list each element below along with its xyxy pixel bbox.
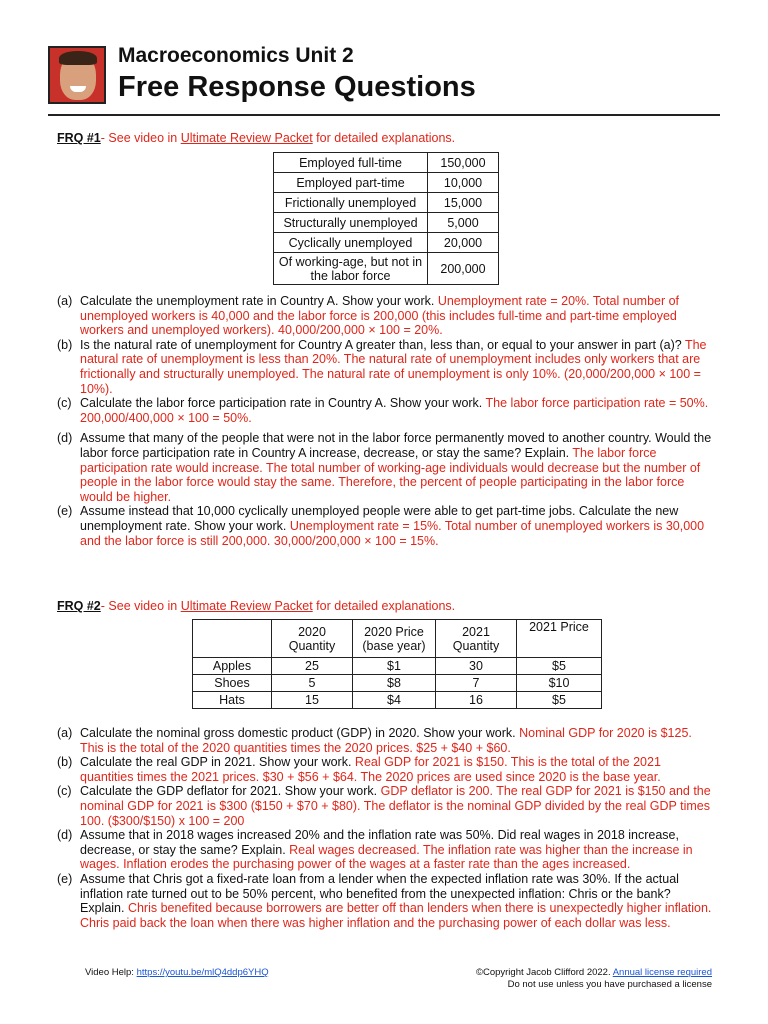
table-value-cell: 30 bbox=[436, 658, 517, 675]
table-header-cell: 2020 Quantity bbox=[272, 620, 353, 658]
table-row bbox=[274, 193, 499, 213]
answer-text: Unemployment rate = 15%. Total number of unemployed workers is 30,000 and the labor force is still 200,000. 30,000/200,000 × 100 = 15%. bbox=[80, 518, 705, 548]
answer-text: Chris benefited because borrowers are better off than lenders when there is unexpectedly higher inflation. Chris paid back the loan when there was higher inflation and the purchasing power of each dollar was less. bbox=[80, 901, 712, 930]
question-item bbox=[57, 828, 715, 872]
table-value-cell: 10,000 bbox=[428, 173, 499, 193]
table-value-cell: 5 bbox=[272, 675, 353, 692]
table-value-cell: 15,000 bbox=[428, 193, 499, 213]
frq1-labor-table bbox=[273, 152, 499, 285]
table-category-cell: Structurally unemployed bbox=[274, 213, 428, 233]
page-header bbox=[48, 44, 720, 114]
header-divider bbox=[48, 114, 720, 116]
question-text: Calculate the nominal gross domestic product (GDP) in 2020. Show your work. bbox=[80, 726, 520, 740]
question-text: Calculate the unemployment rate in Country A. Show your work. bbox=[80, 294, 438, 308]
question-text: Calculate the real GDP in 2021. Show your work. bbox=[80, 755, 355, 770]
table-row bbox=[193, 658, 602, 675]
license-link[interactable]: Annual license required bbox=[612, 967, 712, 978]
footer-copyright: ©Copyright Jacob Clifford 2022. Annual license required Do not use unless you have purchased a license bbox=[475, 967, 712, 990]
table-value-cell: 7 bbox=[436, 675, 517, 692]
question-item bbox=[57, 872, 715, 930]
table-value-cell: $4 bbox=[353, 692, 436, 709]
table-value-cell: $8 bbox=[353, 675, 436, 692]
table-value-cell: 16 bbox=[436, 692, 517, 709]
table-value-cell: 20,000 bbox=[428, 233, 499, 253]
question-item bbox=[57, 338, 715, 396]
table-header-row bbox=[193, 620, 602, 658]
frq2-label: FRQ #2 bbox=[57, 599, 101, 613]
table-value-cell: 25 bbox=[272, 658, 353, 675]
frq2-gdp-table bbox=[192, 619, 602, 709]
footer-video-help: Video Help: https://youtu.be/mlQ4ddp6YHQ bbox=[85, 967, 269, 978]
question-text: Assume that in 2018 wages increased 20% and the inflation rate was 50%. Did real wages in 2018 increase, decrease, or stay the same? Explain. bbox=[80, 828, 679, 857]
table-row bbox=[274, 233, 499, 253]
page-subtitle: Macroeconomics Unit 2 bbox=[118, 44, 354, 67]
question-item bbox=[57, 396, 715, 425]
table-row bbox=[274, 253, 499, 285]
table-value-cell: 15 bbox=[272, 692, 353, 709]
table-item-cell: Hats bbox=[193, 692, 272, 709]
question-letter: (d) bbox=[57, 431, 73, 446]
question-text: Calculate the GDP deflator for 2021. Show your work. bbox=[80, 784, 381, 799]
question-letter: (d) bbox=[57, 828, 73, 843]
table-value-cell: $5 bbox=[517, 658, 602, 675]
answer-text: Nominal GDP for 2020 is $125. This is the total of the 2020 quantities times the 2020 prices. $25 + $40 + $60. bbox=[80, 726, 692, 755]
question-text: Is the natural rate of unemployment for Country A greater than, less than, or equal to your answer in part (a)? bbox=[80, 337, 685, 352]
question-text: Assume that many of the people that were not in the labor force permanently moved to another country. Would the labor force participation rate in Country A increase, decrease, or stay the same? Explain. bbox=[80, 431, 712, 460]
question-letter: (c) bbox=[57, 784, 72, 799]
question-text: Assume instead that 10,000 cyclically unemployed people were able to get part-time jobs. Calculate the new unemployment rate. Show your work. bbox=[80, 504, 679, 533]
ultimate-review-packet-link[interactable]: Ultimate Review Packet bbox=[180, 599, 313, 613]
question-letter: (c) bbox=[57, 396, 72, 411]
license-notice: Do not use unless you have purchased a license bbox=[507, 979, 712, 990]
author-photo bbox=[48, 46, 106, 104]
question-letter: (a) bbox=[57, 726, 73, 740]
question-text: Calculate the labor force participation rate in Country A. Show your work. bbox=[80, 396, 486, 411]
table-row bbox=[274, 213, 499, 233]
video-help-link[interactable]: https://youtu.be/mlQ4ddp6YHQ bbox=[136, 967, 269, 978]
table-value-cell: 200,000 bbox=[428, 253, 499, 285]
table-header-cell: 2021 Price bbox=[517, 620, 602, 658]
question-text: Assume that Chris got a fixed-rate loan from a lender when the expected inflation rate was 30%. If the actual inflation rate turned out to be 50% percent, who benefited from the unexpected inflation: Chris or the bank? Explain. bbox=[80, 871, 679, 916]
frq2-questions bbox=[57, 726, 715, 930]
question-letter: (e) bbox=[57, 871, 73, 886]
table-value-cell: $1 bbox=[353, 658, 436, 675]
question-letter: (b) bbox=[57, 755, 73, 770]
frq1-heading: FRQ #1- See video in Ultimate Review Packet for detailed explanations. bbox=[57, 131, 456, 145]
question-item bbox=[57, 431, 715, 504]
answer-text: GDP deflator is 200. The real GDP for 2021 is $150 and the nominal GDP for 2021 is $300 ($150 + $70 + $80). The deflator is the nominal GDP divided by the real GDP times 100. ($300/$150) x 100 = 200 bbox=[80, 784, 711, 828]
question-letter: (b) bbox=[57, 337, 73, 352]
answer-text: The natural rate of unemployment is less than 20%. The natural rate of unemployment includes only workers that are frictionally and structurally unemployed. The natural rate of unemployment is only 10%. (20,000/200,000 × 100 = 10%). bbox=[80, 337, 707, 396]
table-category-cell: Frictionally unemployed bbox=[274, 193, 428, 213]
table-item-cell: Shoes bbox=[193, 675, 272, 692]
table-header-cell bbox=[193, 620, 272, 658]
answer-text: Unemployment rate = 20%. Total number of unemployed workers is 40,000 and the labor force is 200,000 (this includes full-time and part-time employed workers and unemployed workers). 40,000/200,000 × 100 = 20%. bbox=[80, 294, 680, 338]
frq2-heading: FRQ #2- See video in Ultimate Review Packet for detailed explanations. bbox=[57, 599, 456, 613]
ultimate-review-packet-link[interactable]: Ultimate Review Packet bbox=[180, 131, 313, 145]
table-value-cell: 5,000 bbox=[428, 213, 499, 233]
answer-text: The labor force participation rate = 50%. 200,000/400,000 × 100 = 50%. bbox=[80, 396, 709, 425]
question-letter: (a) bbox=[57, 294, 73, 308]
answer-text: Real GDP for 2021 is $150. This is the total of the 2021 quantities times the 2021 prices. $30 + $56 + $64. The 2020 prices are used since 2020 is the base year. bbox=[80, 755, 661, 784]
table-row bbox=[193, 675, 602, 692]
table-value-cell: 150,000 bbox=[428, 153, 499, 173]
question-item bbox=[57, 784, 715, 828]
table-header-cell: 2020 Price (base year) bbox=[353, 620, 436, 658]
question-item bbox=[57, 504, 715, 548]
question-item bbox=[57, 726, 715, 755]
table-value-cell: $10 bbox=[517, 675, 602, 692]
table-row bbox=[193, 692, 602, 709]
frq1-questions bbox=[57, 294, 715, 548]
table-category-cell: Of working-age, but not in the labor force bbox=[274, 253, 428, 285]
table-row bbox=[274, 153, 499, 173]
table-value-cell: $5 bbox=[517, 692, 602, 709]
table-item-cell: Apples bbox=[193, 658, 272, 675]
table-category-cell: Employed full-time bbox=[274, 153, 428, 173]
table-category-cell: Employed part-time bbox=[274, 173, 428, 193]
answer-text: The labor force participation rate would increase. The total number of working-age individuals would decrease but the number of people in the labor force would stay the same. Therefore, the percent of people participating in the labor force would be higher. bbox=[80, 445, 701, 504]
table-row bbox=[274, 173, 499, 193]
table-category-cell: Cyclically unemployed bbox=[274, 233, 428, 253]
question-letter: (e) bbox=[57, 504, 73, 519]
question-item bbox=[57, 294, 715, 338]
answer-text: Real wages decreased. The inflation rate was higher than the increase in wages. Inflation erodes the purchasing power of the wages at a faster rate than the ages increased. bbox=[80, 842, 693, 872]
frq1-label: FRQ #1 bbox=[57, 131, 101, 145]
page-title: Free Response Questions bbox=[118, 71, 476, 103]
question-item bbox=[57, 755, 715, 784]
table-header-cell: 2021 Quantity bbox=[436, 620, 517, 658]
